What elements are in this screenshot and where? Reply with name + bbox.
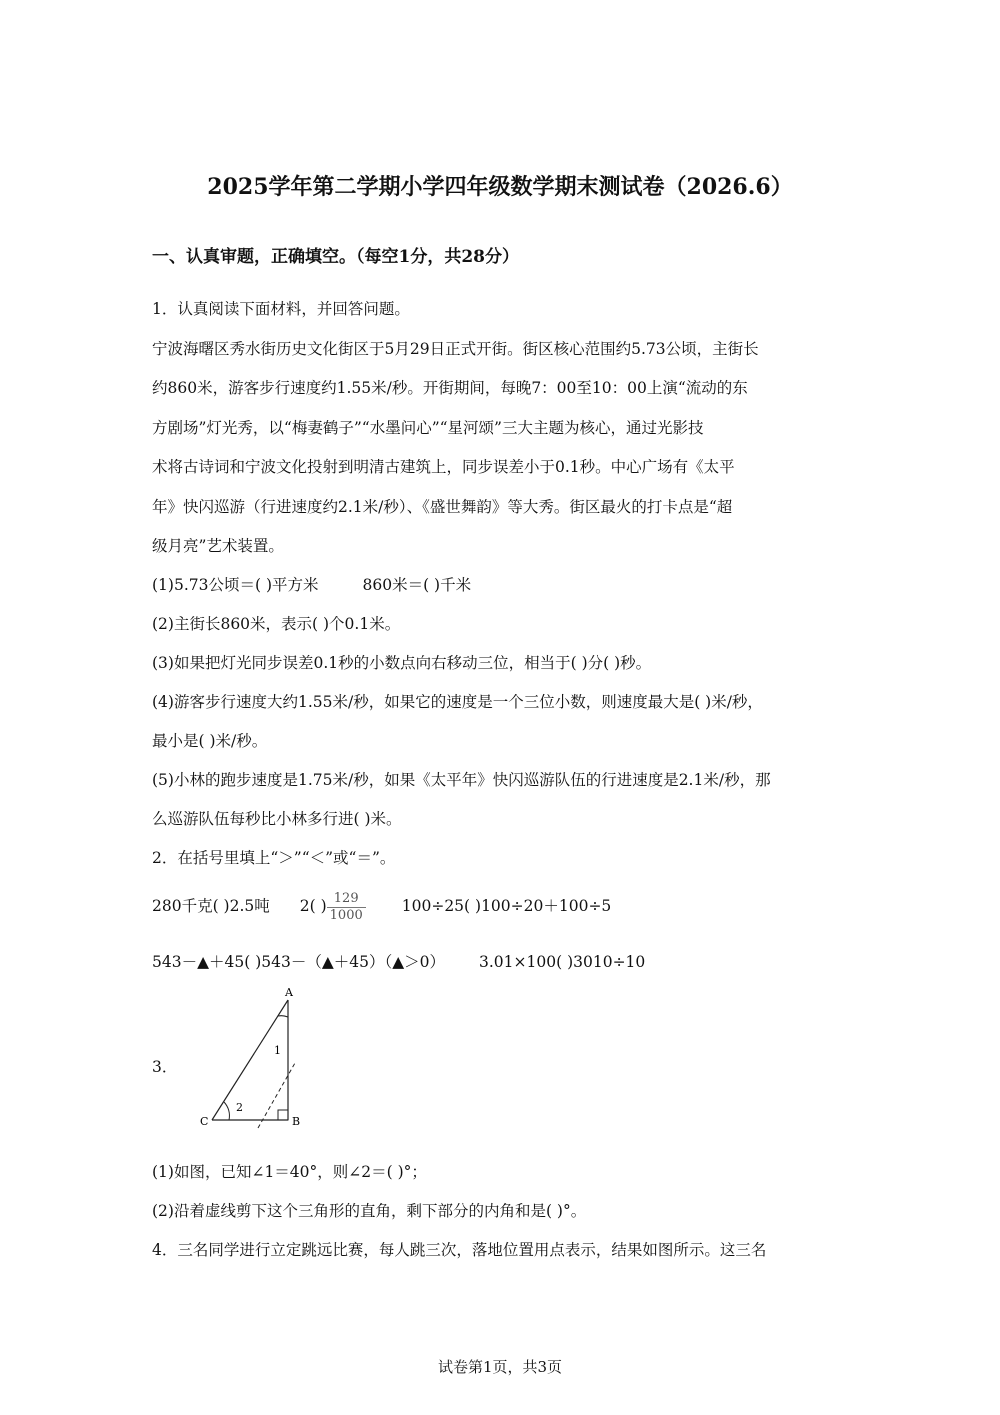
q2-row2 xyxy=(152,952,645,972)
q2-compare-fraction: 2( ) xyxy=(299,897,327,915)
page-title: 2025学年第二学期小学四年级数学期末测试卷（2026.6） xyxy=(207,174,793,200)
q1-passage-line: 术将古诗词和宁波文化投射到明清古建筑上，同步误差小于0.1秒。中心广场有《太平 xyxy=(152,458,735,476)
q1-part4-line1: (4)游客步行速度大约1.55米/秒，如果它的速度是一个三位小数，则速度最大是( )米/秒， xyxy=(152,693,763,711)
q1-part4-line2: 最小是( )米/秒。 xyxy=(152,732,268,750)
q1-passage-line: 级月亮”艺术装置。 xyxy=(152,537,284,555)
q1-part5-line2: 么巡游队伍每秒比小林多行进( )米。 xyxy=(152,810,402,828)
section-heading: 一、认真审题，正确填空。（每空1分，共28分） xyxy=(152,247,519,267)
angle-2-arc xyxy=(224,1102,229,1120)
q2-compare-division: 100÷25( )100÷20＋100÷5 xyxy=(401,897,612,915)
triangle-figure xyxy=(192,985,312,1130)
q4-intro: 4．三名同学进行立定跳远比赛，每人跳三次，落地位置用点表示，结果如图所示。这三名 xyxy=(152,1241,767,1259)
q3-part2: (2)沿着虚线剪下这个三角形的直角，剩下部分的内角和是( )°。 xyxy=(152,1202,587,1220)
q1-passage-line: 宁波海曙区秀水街历史文化街区于5月29日正式开街。街区核心范围约5.73公顷，主街长 xyxy=(152,340,759,358)
q2-row1 xyxy=(152,886,611,926)
vertex-label-c: C xyxy=(200,1115,209,1128)
fraction xyxy=(327,891,366,924)
page-footer: 试卷第1页，共3页 xyxy=(437,1358,563,1376)
q2-compare-multiply: 3.01×100( )3010÷10 xyxy=(479,953,646,971)
q1-intro: 1．认真阅读下面材料，并回答问题。 xyxy=(152,300,410,318)
angle-label-2: 2 xyxy=(236,1101,243,1114)
q2-intro: 2．在括号里填上“＞”“＜”或“＝”。 xyxy=(152,849,396,867)
angle-label-1: 1 xyxy=(274,1044,281,1057)
q1-part1-a: (1)5.73公顷＝( )平方米 xyxy=(152,576,319,594)
q1-part1 xyxy=(152,575,471,595)
q1-part3: (3)如果把灯光同步误差0.1秒的小数点向右移动三位，相当于( )分( )秒。 xyxy=(152,654,652,672)
q1-passage-line: 方剧场”灯光秀，以“梅妻鹤子”“水墨问心”“星河颂”三大主题为核心，通过光影技 xyxy=(152,419,704,437)
side-ac xyxy=(212,1000,288,1120)
q2-compare-triangle: 543－▲＋45( )543－（▲＋45）（▲＞0） xyxy=(152,953,446,971)
dashed-cut-line xyxy=(258,1063,295,1128)
q1-passage-line: 年》快闪巡游（行进速度约2.1米/秒）、《盛世舞韵》等大秀。街区最火的打卡点是“超 xyxy=(152,498,733,516)
vertex-label-a: A xyxy=(285,986,293,999)
q1-passage-line: 约860米，游客步行速度约1.55米/秒。开街期间，每晚7：00至10：00上演“流动的东 xyxy=(152,379,748,397)
fraction-numerator: 129 xyxy=(333,890,359,906)
q3-part1: (1)如图，已知∠1＝40°，则∠2＝( )°； xyxy=(152,1163,427,1181)
q1-part5-line1: (5)小林的跑步速度是1.75米/秒，如果《太平年》快闪巡游队伍的行进速度是2.1米/秒，那 xyxy=(152,771,771,789)
q1-part1-b: 860米＝( )千米 xyxy=(362,576,472,594)
q2-compare-weight: 280千克( )2.5吨 xyxy=(152,897,270,915)
right-angle-mark xyxy=(278,1110,288,1120)
angle-1-arc xyxy=(278,1016,288,1017)
vertex-label-b: B xyxy=(292,1115,301,1128)
fraction-denominator: 1000 xyxy=(327,907,366,924)
q1-part2: (2)主街长860米，表示( )个0.1米。 xyxy=(152,615,401,633)
q3-number: 3． xyxy=(152,1058,178,1076)
